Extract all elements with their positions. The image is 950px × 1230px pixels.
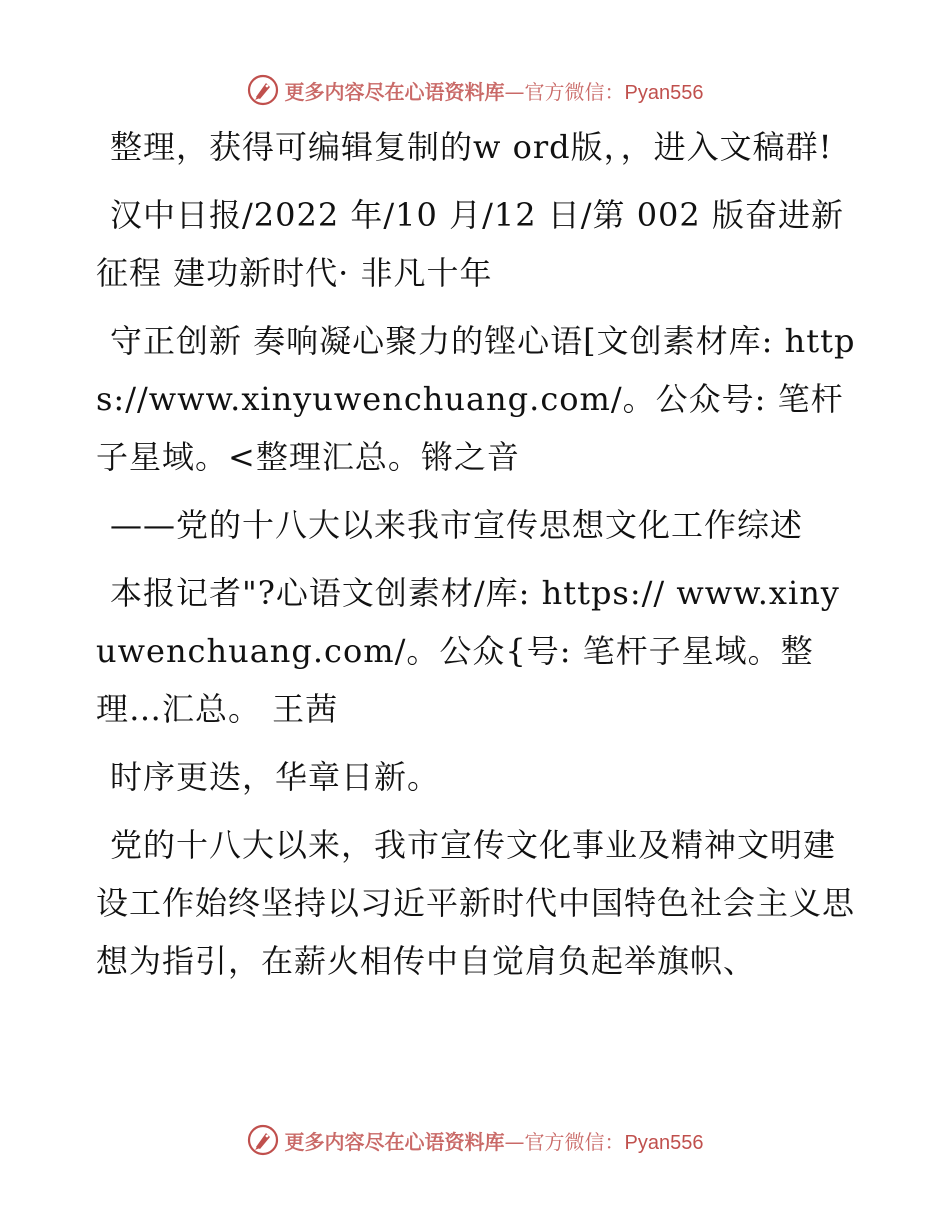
header-watermark bbox=[0, 70, 950, 110]
paragraph-text: 党的十八大以来，我市宣传文化事业及精神文明建设工作始终坚持以习近平新时代中国特色社会主义思想为指引，在薪火相传中自觉肩负起举旗帜、 bbox=[96, 826, 856, 980]
watermark-text bbox=[285, 76, 704, 105]
watermark-text bbox=[285, 1126, 704, 1155]
paragraph-text: 守正创新 奏响凝心聚力的铿心语[文创素材库: https://www.xinyuwenchuang.com/。公众号: 笔杆子星域。<整理汇总。锵之音 bbox=[96, 322, 856, 476]
pen-nib-logo-icon bbox=[247, 74, 279, 106]
paragraph-source bbox=[96, 186, 856, 302]
watermark-dash: — bbox=[504, 79, 525, 104]
watermark-dash: — bbox=[504, 1129, 525, 1154]
document-body bbox=[96, 118, 856, 1000]
pen-nib-logo-icon bbox=[247, 1124, 279, 1156]
watermark-wechat-label: 官方微信： bbox=[524, 1129, 625, 1154]
paragraph-headline bbox=[96, 312, 856, 486]
paragraph-text: 汉中日报/2022 年/10 月/12 日/第 002 版奋进新征程 建功新时代· 非凡十年 bbox=[96, 196, 844, 292]
watermark-wechat-id: Pyan556 bbox=[624, 1131, 704, 1154]
paragraph-lead bbox=[96, 748, 856, 806]
paragraph-intro bbox=[96, 118, 856, 176]
watermark-site-text: 更多内容尽在心语资料库 bbox=[284, 79, 505, 104]
paragraph-byline bbox=[96, 564, 856, 738]
paragraph-text: 时序更迭，华章日新。 bbox=[110, 758, 441, 796]
watermark-wechat-id: Pyan556 bbox=[624, 81, 704, 104]
paragraph-subtitle bbox=[96, 496, 856, 554]
watermark-wechat-label: 官方微信： bbox=[524, 79, 625, 104]
paragraph-text: 本报记者"?心语文创素材/库: https:// www.xinyuwenchuang.com/。公众{号: 笔杆子星域。整理…汇总。 王茜 bbox=[96, 574, 840, 728]
footer-watermark bbox=[0, 1120, 950, 1160]
watermark-site-text: 更多内容尽在心语资料库 bbox=[284, 1129, 505, 1154]
paragraph-body bbox=[96, 816, 856, 990]
paragraph-text: ——党的十八大以来我市宣传思想文化工作综述 bbox=[110, 506, 804, 544]
paragraph-text: 整理，获得可编辑复制的w ord版，，进入文稿群! bbox=[110, 128, 833, 166]
